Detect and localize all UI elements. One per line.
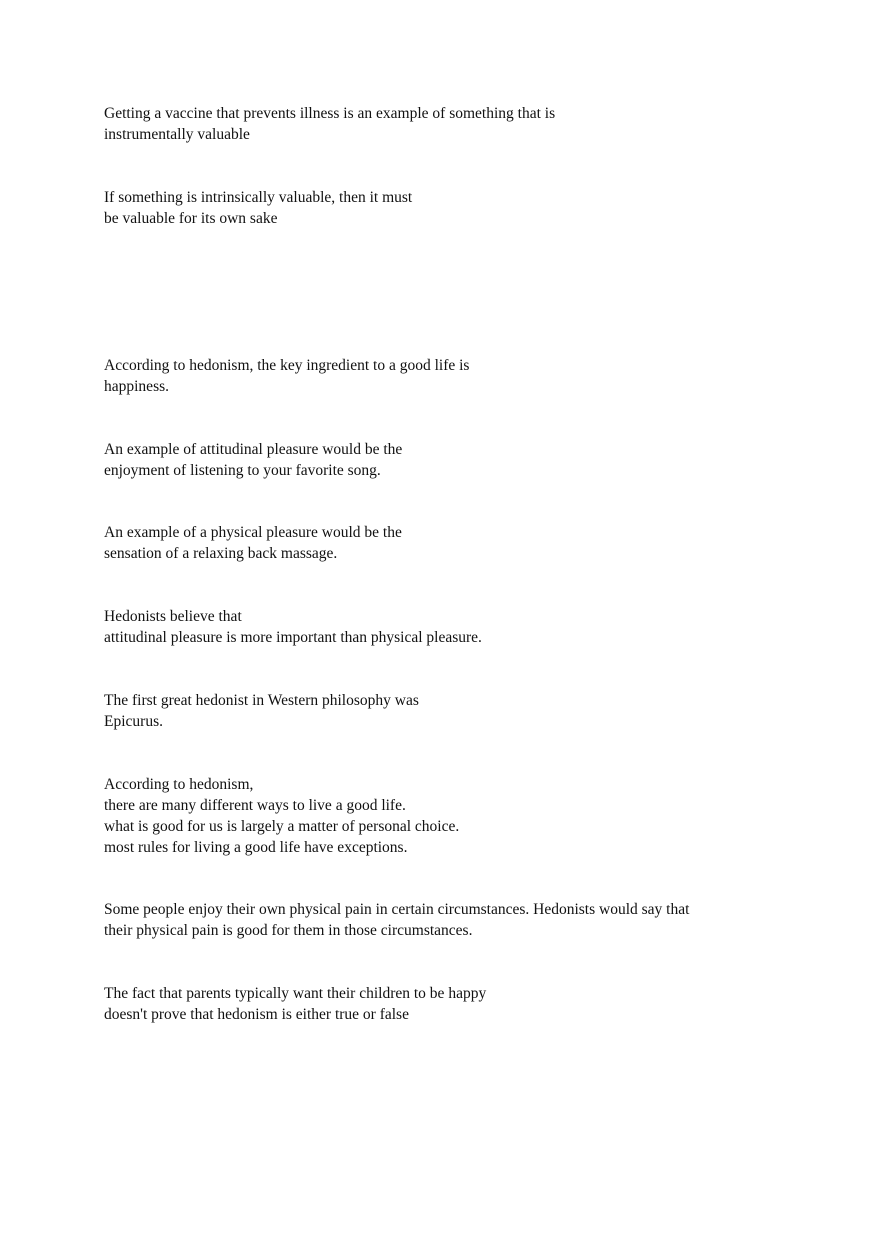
text-line: what is good for us is largely a matter of personal choice. (104, 818, 460, 835)
text-line: Epicurus. (104, 713, 163, 730)
statement-intrinsic-value (104, 187, 412, 229)
text-line: An example of a physical pleasure would be the (104, 524, 402, 541)
statement-attitudinal-pleasure (104, 439, 402, 481)
text-line: The fact that parents typically want their children to be happy (104, 985, 487, 1002)
text-line: The first great hedonist in Western philosophy was (104, 692, 419, 709)
text-line: Getting a vaccine that prevents illness is an example of something that is (104, 105, 556, 122)
statement-vaccine (104, 103, 555, 145)
text-line: their physical pain is good for them in those circumstances. (104, 922, 473, 939)
text-line: attitudinal pleasure is more important than physical pleasure. (104, 629, 482, 646)
text-line: sensation of a relaxing back massage. (104, 545, 338, 562)
statement-according-to-hedonism (104, 774, 459, 858)
text-line: there are many different ways to live a good life. (104, 797, 406, 814)
text-line: instrumentally valuable (104, 126, 250, 143)
text-line: enjoyment of listening to your favorite song. (104, 462, 381, 479)
statement-physical-pleasure (104, 522, 402, 564)
text-line: happiness. (104, 378, 170, 395)
text-line: most rules for living a good life have exceptions. (104, 839, 408, 856)
text-line: According to hedonism, the key ingredient to a good life is (104, 357, 470, 374)
text-line: Hedonists believe that (104, 608, 242, 625)
statement-physical-pain (104, 899, 689, 941)
text-line: doesn't prove that hedonism is either true or false (104, 1006, 409, 1023)
text-line: An example of attitudinal pleasure would be the (104, 441, 403, 458)
statement-hedonists-believe (104, 606, 482, 648)
text-line: be valuable for its own sake (104, 210, 278, 227)
statement-hedonism-key-ingredient (104, 355, 469, 397)
text-line: According to hedonism, (104, 776, 254, 793)
statement-parents-children (104, 983, 486, 1025)
text-line: Some people enjoy their own physical pain in certain circumstances. Hedonists would say that (104, 901, 690, 918)
text-line: If something is intrinsically valuable, then it must (104, 189, 413, 206)
statement-first-hedonist (104, 690, 419, 732)
